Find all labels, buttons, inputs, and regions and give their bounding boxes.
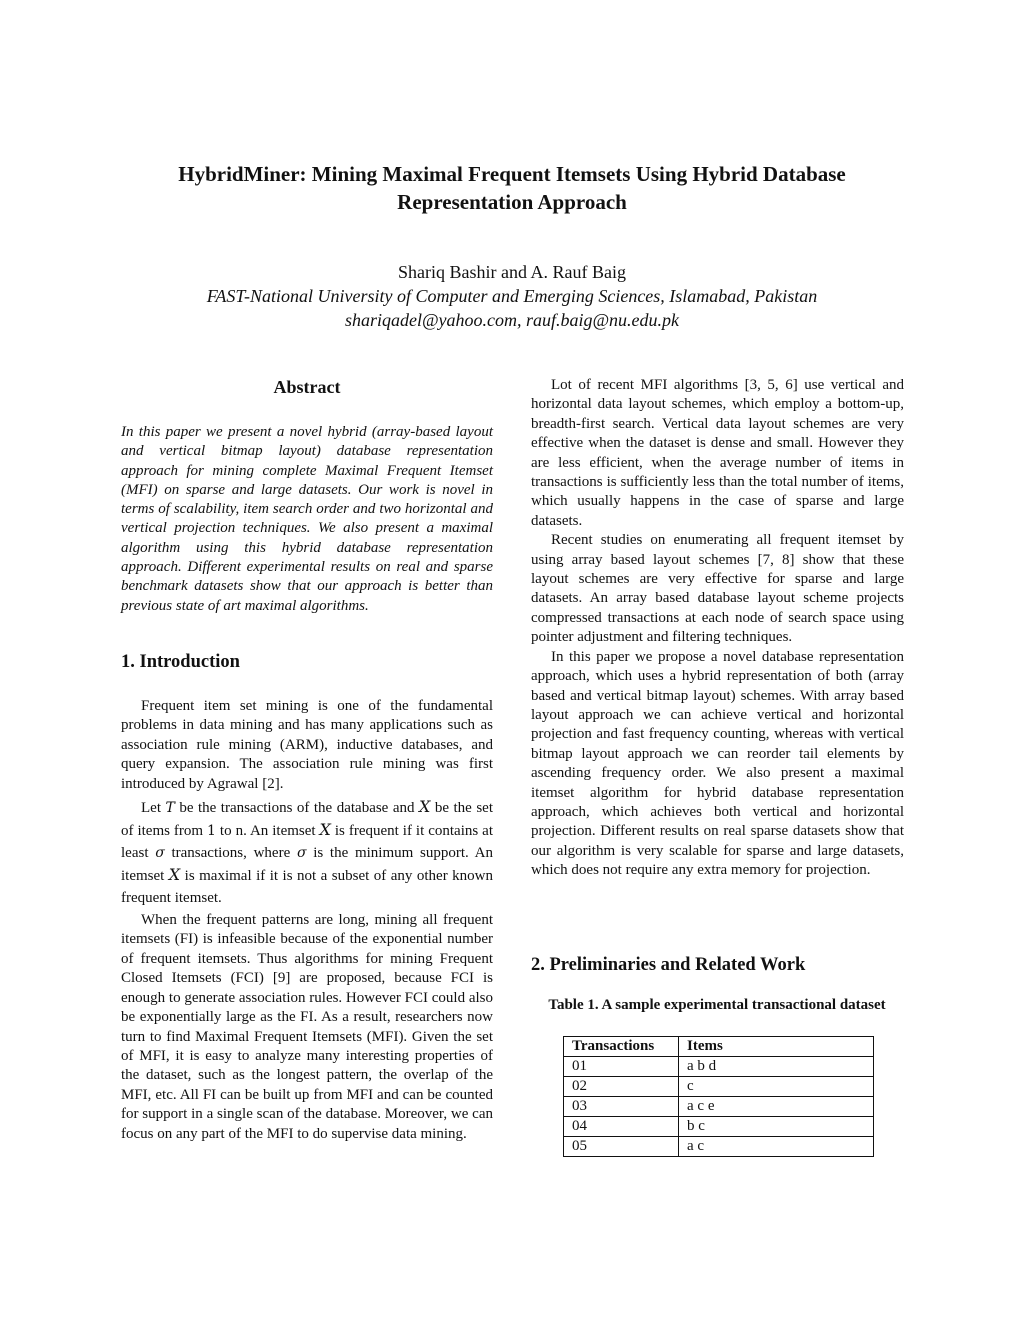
table-header-row (564, 1037, 874, 1057)
table-row (564, 1057, 874, 1077)
paper-title (100, 160, 924, 216)
abstract-heading: Abstract (273, 377, 341, 397)
column-header-items: Items (679, 1037, 874, 1057)
text-run: is frequent if it contains at least (121, 823, 493, 861)
text-run: Let (141, 800, 166, 817)
math-one: 1 (207, 823, 216, 840)
cell-items: a b d (679, 1057, 874, 1077)
text-run: to n. An itemset (215, 823, 320, 840)
cell-transaction: 03 (564, 1097, 679, 1117)
right-paragraph-2: Recent studies on enumerating all frequent itemset by using array based layout schemes [7, 8] show that these layout schemes are very effective for sparse and large datasets. An array based database layout scheme projects compressed transactions at each node of search space using pointer adjustment and filtering techniques. (531, 532, 904, 646)
right-column-body (531, 376, 904, 881)
title-line-1: HybridMiner: Mining Maximal Frequent Itemsets Using Hybrid Database (178, 162, 846, 186)
math-sigma: σ (155, 844, 165, 861)
column-header-transactions: Transactions (564, 1037, 679, 1057)
cell-items: a c e (679, 1097, 874, 1117)
text-run: be the transactions of the database and (174, 800, 419, 817)
author-emails: shariqadel@yahoo.com, rauf.baig@nu.edu.pk (344, 310, 680, 330)
table-row (564, 1077, 874, 1097)
section-2-heading: 2. Preliminaries and Related Work (531, 955, 806, 975)
cell-transaction: 05 (564, 1137, 679, 1157)
table-row (564, 1097, 874, 1117)
intro-paragraph-3: When the frequent patterns are long, mining all frequent itemsets (FI) is infeasible because of the exponential number of frequent itemsets. Thus algorithms for mining Frequent Closed Itemsets (FCI) [9] are proposed, because FCI is enough to generate association rules. However FCI could also be exponentially large as the FI. As a result, researchers now turn to find Maximal Frequent Itemsets (MFI). Given the set of MFI, it is easy to analyze many interesting properties of the dataset, such as the longest pattern, the overlap of the MFI, etc. All FI can be built up from MFI and can be counted for support in a single scan of the database. Moreover, we can focus on any part of the MFI to do supervise data mining. (121, 912, 493, 1142)
intro-heading: 1. Introduction (121, 652, 240, 672)
math-sigma: σ (296, 844, 307, 861)
table-caption: Table 1. A sample experimental transactional dataset (548, 997, 886, 1013)
abstract-text: In this paper we present a novel hybrid (array-based layout and vertical bitmap layout) database representation approach for mining complete Maximal Frequent Itemset (MFI) on sparse and large datasets. Our work is novel in terms of scalability, item search order and two horizontal and vertical projection techniques. We also present a maximal algorithm using this hybrid database representation approach. Different experimental results on real and sparse benchmark datasets show that our approach is better than previous state of art maximal algorithms. (121, 424, 493, 614)
affiliation: FAST-National University of Computer and Emerging Sciences, Islamabad, Pakistan (206, 286, 818, 306)
table-row (564, 1117, 874, 1137)
intro-body (121, 697, 493, 1144)
text-run: be the set of items from (121, 800, 493, 840)
right-paragraph-3: In this paper we propose a novel database representation approach, which uses a hybrid representation of both (array based and vertical bitmap layout) schemes. With array based layout approach we can achieve vertical and horizontal projection and fast frequency counting, whereas with vertical bitmap layout approach we can reorder tail elements by ascending frequency order. We also present a maximal itemset algorithm for hybrid database representation approach, which achieves both vertical and horizontal projection. Different results on real sparse datasets show that our algorithm is very scalable for sparse and large datasets, which does not require any extra memory for projection. (531, 648, 904, 879)
text-run: is the minimum support. An itemset (121, 844, 493, 885)
cell-items: b c (679, 1117, 874, 1137)
title-line-2: Representation Approach (397, 190, 627, 214)
intro-paragraph-1: Frequent item set mining is one of the fundamental problems in data mining and has many applications such as association rule mining (ARM), inductive databases, and query expansion. The association rule mining was first introduced by Agrawal [2]. (121, 698, 493, 792)
cell-transaction: 04 (564, 1117, 679, 1137)
cell-transaction: 01 (564, 1057, 679, 1077)
math-T: T (165, 800, 175, 817)
transactions-table (563, 1036, 874, 1157)
cell-items: c (679, 1077, 874, 1097)
cell-items: a c (679, 1137, 874, 1157)
right-paragraph-1: Lot of recent MFI algorithms [3, 5, 6] use vertical and horizontal data layout schemes, which employ a bottom-up, breadth-first search. Vertical data layout schemes are very effective when the dataset is dense and small. However they are less efficient, when the average number of items in transactions is sufficiently less than the total number of items, which usually happens in the case of sparse and large datasets. (531, 377, 904, 529)
math-X: X (319, 820, 331, 840)
intro-paragraph-2 (121, 796, 493, 909)
cell-transaction: 02 (564, 1077, 679, 1097)
authors: Shariq Bashir and A. Rauf Baig (398, 262, 626, 282)
text-run: is maximal if it is not a subset of any other known frequent itemset. (121, 868, 493, 906)
text-run: transactions, where (164, 844, 297, 861)
table-row (564, 1137, 874, 1157)
math-X: X (418, 797, 431, 817)
math-X: X (168, 865, 181, 885)
